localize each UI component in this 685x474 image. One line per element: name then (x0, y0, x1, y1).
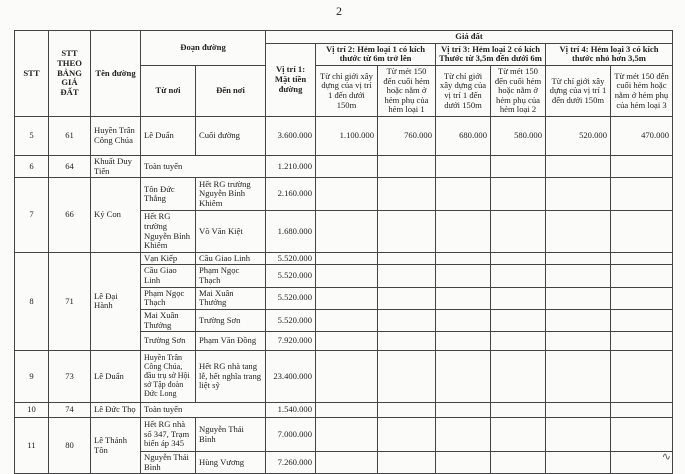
cell-den-noi: Hết RG nhà tang lễ, hết nghĩa trang liệt sỹ (196, 351, 266, 403)
empty-cell (611, 156, 673, 178)
empty-cell (436, 211, 491, 253)
cell-stt-bang: 66 (49, 178, 91, 253)
cell-tu-noi: Huyền Trân Công Chúa, đầu trụ sở Hội sở Tập đoàn Đức Long (141, 351, 196, 403)
empty-cell (491, 265, 546, 287)
table-row (15, 178, 673, 211)
cell-vt1: 5.520.000 (266, 309, 316, 331)
empty-cell (316, 211, 378, 253)
empty-cell (378, 332, 436, 351)
empty-cell (546, 211, 611, 253)
empty-cell (611, 403, 673, 418)
cell-tu-noi: Toàn tuyến (141, 403, 266, 418)
empty-cell (316, 403, 378, 418)
empty-cell (491, 418, 546, 452)
empty-cell (611, 351, 673, 403)
header-vt2b: Từ mét 150 đến cuối hẻm hoặc nằm ở hẻm phụ của hẻm loại 1 (378, 65, 436, 116)
empty-cell (491, 156, 546, 178)
empty-cell (316, 309, 378, 331)
empty-cell (316, 156, 378, 178)
cell-den-noi: Cầu Giao Linh (196, 252, 266, 265)
cell-den-noi: Phạm Ngọc Thạch (196, 265, 266, 287)
empty-cell (316, 265, 378, 287)
cell-den-noi: Hết RG trường Nguyễn Bỉnh Khiêm (196, 178, 266, 211)
empty-cell (378, 403, 436, 418)
cell-vt1: 7.000.000 (266, 418, 316, 452)
cell-tu-noi: Mai Xuân Thưởng (141, 309, 196, 331)
cell-tu-noi: Cầu Giao Linh (141, 265, 196, 287)
cell-tu-noi: Lê Duẩn (141, 117, 196, 156)
empty-cell (378, 252, 436, 265)
empty-cell (378, 309, 436, 331)
empty-cell (491, 332, 546, 351)
cell-den-noi: Nguyễn Thái Bình (196, 418, 266, 452)
cell-stt-bang: 71 (49, 252, 91, 350)
empty-cell (546, 403, 611, 418)
header-vt4a: Từ chỉ giới xây dựng của vị trí 1 đến dưới 150m (546, 65, 611, 116)
empty-cell (491, 211, 546, 253)
cell-ten-duong: Huyền Trân Công Chúa (91, 117, 141, 156)
empty-cell (491, 309, 546, 331)
cell-vt2b: 760.000 (378, 117, 436, 156)
header-doan-duong: Đoạn đường (141, 31, 266, 66)
table-row (15, 418, 673, 452)
cell-stt-bang: 64 (49, 156, 91, 178)
header-ten-duong: Tên đường (91, 31, 141, 117)
header-gia-dat: Giá đất (266, 31, 673, 44)
empty-cell (611, 265, 673, 287)
empty-cell (378, 452, 436, 474)
empty-cell (491, 351, 546, 403)
header-vt3a: Từ chỉ giới xây dựng của vị trí 1 đến dưới 150m (436, 65, 491, 116)
cell-den-noi: Phạm Văn Đồng (196, 332, 266, 351)
cell-tu-noi: Phạm Ngọc Thạch (141, 287, 196, 309)
empty-cell (378, 211, 436, 253)
cell-vt1: 7.260.000 (266, 452, 316, 474)
empty-cell (378, 156, 436, 178)
empty-cell (316, 351, 378, 403)
empty-cell (491, 403, 546, 418)
cell-den-noi: Mai Xuân Thưởng (196, 287, 266, 309)
cell-stt: 9 (15, 351, 49, 403)
land-price-table (14, 30, 673, 474)
empty-cell (436, 403, 491, 418)
empty-cell (436, 178, 491, 211)
header-stt: STT (15, 31, 49, 117)
header-vi-tri-1: Vị trí 1: Mặt tiền đường (266, 43, 316, 116)
cell-den-noi: Võ Văn Kiệt (196, 211, 266, 253)
empty-cell (436, 452, 491, 474)
cell-den-noi: Hùng Vương (196, 452, 266, 474)
cell-vt4a: 520.000 (546, 117, 611, 156)
header-vt4b: Từ mét 150 đến cuối hẻm hoặc nằm ở hẻm phụ của hẻm loại 3 (611, 65, 673, 116)
cell-stt: 8 (15, 252, 49, 350)
header-vt3b: Từ mét 150 đến cuối hẻm hoặc nằm ở hẻm phụ của hẻm loại 2 (491, 65, 546, 116)
empty-cell (316, 178, 378, 211)
empty-cell (546, 351, 611, 403)
empty-cell (546, 178, 611, 211)
header-vi-tri-4: Vị trí 4: Hẻm loại 3 có kích thước nhỏ hơn 3,5m (546, 43, 673, 65)
header-vi-tri-2: Vị trí 2: Hẻm loại 1 có kích thước từ 6m trở lên (316, 43, 436, 65)
empty-cell (611, 332, 673, 351)
empty-cell (611, 287, 673, 309)
cell-ten-duong: Lê Đức Thọ (91, 403, 141, 418)
table-row (15, 117, 673, 156)
empty-cell (436, 287, 491, 309)
empty-cell (611, 178, 673, 211)
cell-ten-duong: Ký Con (91, 178, 141, 253)
empty-cell (491, 452, 546, 474)
empty-cell (436, 265, 491, 287)
empty-cell (491, 178, 546, 211)
empty-cell (546, 418, 611, 452)
cell-vt1: 5.520.000 (266, 265, 316, 287)
empty-cell (546, 287, 611, 309)
empty-cell (316, 332, 378, 351)
empty-cell (546, 156, 611, 178)
cell-stt: 7 (15, 178, 49, 253)
empty-cell (378, 351, 436, 403)
cell-ten-duong: Lê Thánh Tôn (91, 418, 141, 474)
table-row (15, 252, 673, 265)
cell-ten-duong: Khuất Duy Tiến (91, 156, 141, 178)
cell-stt: 11 (15, 418, 49, 474)
cell-tu-noi: Vạn Kiếp (141, 252, 196, 265)
cell-tu-noi: Trường Sơn (141, 332, 196, 351)
empty-cell (546, 252, 611, 265)
cell-stt: 5 (15, 117, 49, 156)
cell-tu-noi: Tôn Đức Thắng (141, 178, 196, 211)
cell-tu-noi: Toàn tuyến (141, 156, 266, 178)
empty-cell (611, 309, 673, 331)
empty-cell (436, 252, 491, 265)
cell-stt-bang: 61 (49, 117, 91, 156)
empty-cell (611, 252, 673, 265)
cell-vt2a: 1.100.000 (316, 117, 378, 156)
header-vi-tri-3: Vị trí 3: Hẻm loại 2 có kích Thước từ 3,5m đến dưới 6m (436, 43, 546, 65)
cell-vt3b: 580.000 (491, 117, 546, 156)
empty-cell (378, 265, 436, 287)
cell-tu-noi: Hết RG nhà số 347, Trạm biến áp 345 (141, 418, 196, 452)
cell-den-noi: Trường Sơn (196, 309, 266, 331)
cell-vt1: 3.600.000 (266, 117, 316, 156)
empty-cell (436, 418, 491, 452)
empty-cell (611, 418, 673, 452)
table-row (15, 403, 673, 418)
header-tu-noi: Từ nơi (141, 65, 196, 116)
empty-cell (316, 252, 378, 265)
cell-stt-bang: 80 (49, 418, 91, 474)
cell-tu-noi: Nguyễn Thái Bình (141, 452, 196, 474)
cell-ten-duong: Lê Đại Hành (91, 252, 141, 350)
empty-cell (546, 332, 611, 351)
empty-cell (491, 287, 546, 309)
cell-stt: 6 (15, 156, 49, 178)
empty-cell (316, 452, 378, 474)
cell-stt: 10 (15, 403, 49, 418)
header-vt2a: Từ chỉ giới xây dựng của vị trí 1 đến dưới 150m (316, 65, 378, 116)
empty-cell (378, 287, 436, 309)
cell-vt1: 5.520.000 (266, 287, 316, 309)
cell-tu-noi: Hết RG trường Nguyễn Bỉnh Khiêm (141, 211, 196, 253)
empty-cell (436, 332, 491, 351)
empty-cell (546, 309, 611, 331)
cell-vt1: 5.520.000 (266, 252, 316, 265)
cell-stt-bang: 73 (49, 351, 91, 403)
empty-cell (436, 156, 491, 178)
signature-mark-icon: ∿ (661, 451, 671, 463)
page-number: 2 (336, 4, 342, 18)
empty-cell (546, 452, 611, 474)
empty-cell (316, 287, 378, 309)
cell-vt3a: 680.000 (436, 117, 491, 156)
empty-cell (546, 265, 611, 287)
empty-cell (316, 418, 378, 452)
empty-cell (436, 309, 491, 331)
cell-vt1: 1.540.000 (266, 403, 316, 418)
table-row (15, 351, 673, 403)
cell-den-noi: Cuối đường (196, 117, 266, 156)
cell-vt4b: 470.000 (611, 117, 673, 156)
cell-vt1: 7.920.000 (266, 332, 316, 351)
cell-vt1: 1.210.000 (266, 156, 316, 178)
cell-vt1: 23.400.000 (266, 351, 316, 403)
cell-vt1: 1.680.000 (266, 211, 316, 253)
header-stt-bang-gia: STT THEO BẢNG GIÁ ĐẤT (49, 31, 91, 117)
table-row (15, 156, 673, 178)
header-den-noi: Đến nơi (196, 65, 266, 116)
empty-cell (378, 178, 436, 211)
cell-ten-duong: Lê Duẩn (91, 351, 141, 403)
empty-cell (436, 351, 491, 403)
empty-cell (491, 252, 546, 265)
empty-cell (611, 211, 673, 253)
cell-vt1: 2.160.000 (266, 178, 316, 211)
empty-cell (378, 418, 436, 452)
cell-stt-bang: 74 (49, 403, 91, 418)
